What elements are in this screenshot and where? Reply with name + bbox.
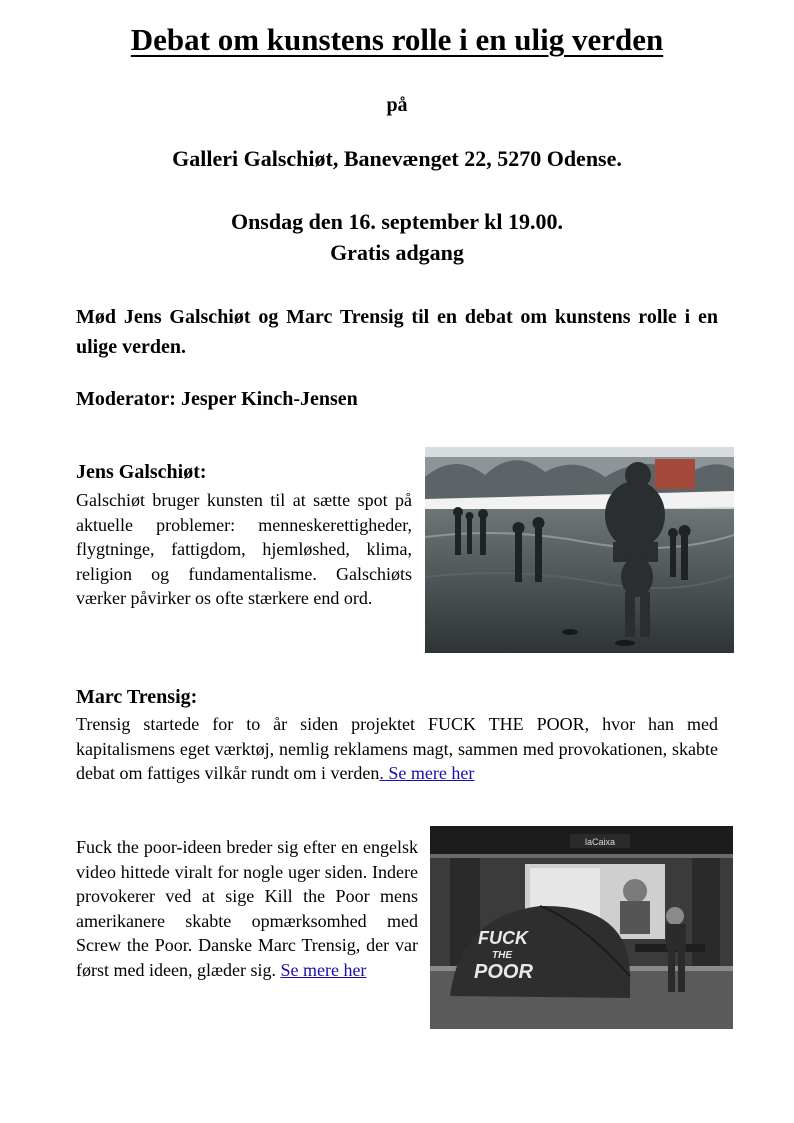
moderator: Moderator: Jesper Kinch-Jensen xyxy=(76,388,358,410)
preposition: på xyxy=(386,94,408,116)
date-time: Onsdag den 16. september kl 19.00. xyxy=(230,209,564,234)
fuck-the-poor-text xyxy=(76,835,418,982)
venue: Galleri Galschiøt, Banevænget 22, 5270 Odense. xyxy=(172,146,622,171)
see-more-link-1[interactable]: . Se mere her xyxy=(379,763,475,783)
sculpture-photo xyxy=(425,447,734,653)
tent-text-1: FUCK xyxy=(478,928,528,948)
intro-paragraph: Mød Jens Galschiøt og Marc Trensig til en debat om kunstens rolle i en ulige verden. xyxy=(76,306,718,358)
sign-text: laCaixa xyxy=(584,837,616,847)
section-heading-trensig: Marc Trensig: xyxy=(76,686,198,708)
galschiot-text: Galschiøt bruger kunsten til at sætte spot på aktuelle problemer: menneskerettigheder, flygtninge, fattigdom, hjemløshed, klima, religion og fundamentalisme. Galschiøts værker påvirker os ofte stærkere end ord. xyxy=(76,490,412,608)
see-more-link-2[interactable]: Se mere her xyxy=(280,959,367,980)
trensig-body: Trensig startede for to år siden projektet FUCK THE POOR, hvor han med kapitalismens eget værktøj, nemlig reklamens magt, sammen med provokationen, skabte debat om fattiges vilkår rundt om i verden xyxy=(76,714,718,783)
tent-photo xyxy=(430,826,733,1029)
page-title: Debat om kunstens rolle i en ulig verden xyxy=(130,22,664,57)
tent-text-3: POOR xyxy=(474,961,533,983)
trensig-text xyxy=(76,712,718,786)
fuck-the-poor-body: Fuck the poor-ideen breder sig efter en engelsk video hittede viralt for nogle uger siden. Indere provokerer ved at sige Kill the Poor mens amerikanere skabte opmærksomhed med Screw the Poor. Danske Marc Trensig, der var først med ideen, glæder sig. xyxy=(76,837,418,980)
section-heading-galschiot: Jens Galschiøt: xyxy=(76,461,207,483)
tent-text-2: THE xyxy=(492,950,512,961)
admission: Gratis adgang xyxy=(330,240,464,265)
